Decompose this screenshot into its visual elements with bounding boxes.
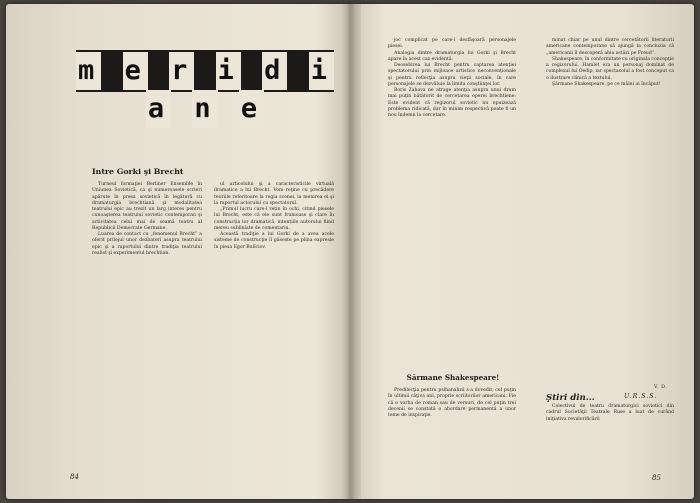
shakespeare-text	[388, 388, 516, 470]
paragraph: Turneul formaţiei Berliner Ensemble în Uniunea Sovietică, ca şi numeroasele scrieri apărute în presa sovietică în legătură cu dramaturgia brechtiană şi modalitatea teatrului epic au trezit un larg interes pentru cunoaşterea teatrului sovietic contemporan şi activitatea celui mai de seamă teatru al Republicii Democrate Germane.	[92, 182, 202, 231]
left-column-2	[214, 182, 334, 464]
news-text	[546, 404, 674, 476]
article-heading-shakespeare: Sărmane Shakespeare!	[406, 373, 500, 382]
banner-letter: m	[76, 52, 101, 90]
page-number-left: 84	[70, 473, 79, 481]
book-spread	[6, 4, 694, 499]
paragraph: minat chiar pe unul dintre cercetătorii literaturii americane contemporane să ajungă la concluzia că „americanii îl descoperă abia astăzi pe Freud”.	[546, 38, 674, 56]
right-column-2	[546, 38, 674, 380]
news-country-label: U.R.S.S.	[624, 393, 658, 400]
banner-letter: e	[239, 90, 264, 128]
news-heading: Ştiri din...	[546, 393, 595, 403]
right-column-1	[388, 38, 516, 370]
paragraph: ul articolului şi a caracteristicile virtuală dramatice a lui Brecht. Vom reţine cu precădere teoriile referitoare la regia scenei, la menirea ei şi la raportul actorului cu spectatorul.	[214, 182, 334, 206]
paragraph: Luarea de contact cu „fenomenul Brecht” a oferit prilejul unor dezbateri asupra teatrului epic şi a raportului dintre tradiţia teatrului realist şi experimentul brechtian.	[92, 232, 202, 256]
banner-letter: e	[123, 52, 148, 90]
paragraph: Colectivul de teatru dramaturgici sovietici din cadrul Societăţii Teatrale Ruse a luat de curând iniţiativa revalorificării	[546, 404, 674, 422]
section-title	[76, 52, 334, 124]
banner-letter: a	[146, 90, 171, 128]
paragraph: „Primul lucru care-l rețin în ochi, citind piesele lui Brecht, este că ele sunt frumoase şi clare în construcția lor dramatică, intențiile autorului fiind mereu subliniate de comentariu.	[214, 207, 334, 231]
author-signature: V. D.	[654, 385, 668, 390]
paragraph: Shakespeare, în conformitate cu originala concepţie a regizorului, Hamlet era un personaj dominat de complexul lui Oedip, iar spectacolul a fost conceput ca o ilustrare clinică a textului.	[546, 56, 674, 81]
banner-letter: r	[169, 52, 194, 90]
left-column-1	[92, 182, 202, 464]
paragraph: Analogia dintre dramaturgia lui Gorki şi Brecht apare în acest caz evidentă.	[388, 50, 516, 62]
paragraph: Şărmane Shakespeare, pe ce mâini ai încăput!	[552, 81, 661, 87]
paragraph: joc complicat pe care-l desfăşoară personajele piesei.	[388, 38, 516, 50]
paragraph: Predilecţia pentru psihanaliză s-a dovedit, cel puţin în ultimii câţiva ani, proprie scriitorilor americani. Fie că e vorba de roman sau de versuri, de cel puţin trei decenii se constată o abordare permanentă a unor teme de inspiraţie.	[388, 388, 516, 418]
banner-letter: d	[262, 52, 287, 90]
section-banner	[76, 50, 334, 124]
banner-letter: i	[309, 52, 334, 90]
paragraph: Boris Zahava ne atrage atenţia asupra unui drum mai puţin bătătorit de cercetarea operei brechtiene: Este evident că regizorul sovietic nu epuizează problema ridicată, dar în minim respectivă poate fi un nou îndemn la cercetare.	[388, 88, 516, 118]
banner-letter: i	[216, 52, 241, 90]
banner-letter: n	[192, 90, 217, 128]
page-number-right: 85	[652, 474, 661, 482]
article-heading-gorki-brecht: Intre Gorki şi Brecht	[92, 167, 184, 176]
paragraph: Această tradiţie a lui Gorki de a avea acele sisteme de construcţie îl găsește pe plina expresie în piesa Egor Bulîciov.	[214, 232, 334, 250]
paragraph: Deosebirea lui Brecht pentru captarea atenţiei spectatorului prin mijloace artistice neconvenţionale şi pentru reflecţia asupra vieţii sociale, în care personajele se dezvăluie la limita conştiinţei lor.	[388, 63, 516, 87]
